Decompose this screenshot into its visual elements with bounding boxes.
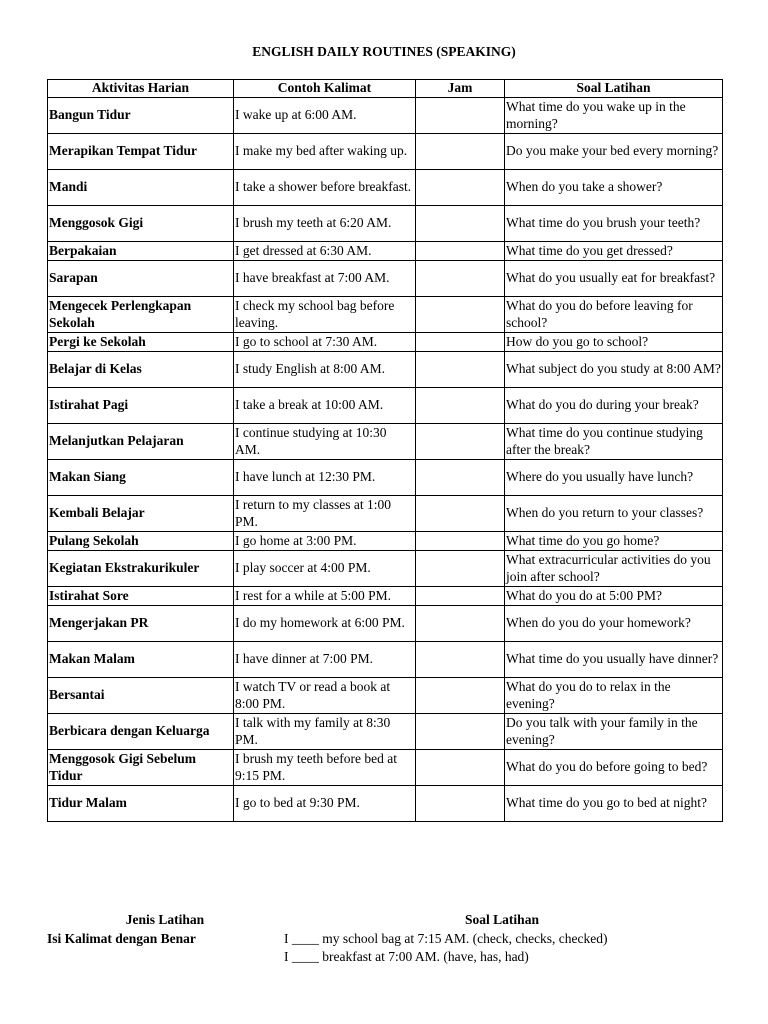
row-question: What time do you brush your teeth? (505, 206, 723, 242)
table-header-row (48, 80, 723, 98)
row-example: I take a shower before breakfast. (234, 170, 416, 206)
row-time (416, 170, 505, 206)
row-example: I have breakfast at 7:00 AM. (234, 261, 416, 297)
table-row (48, 352, 723, 388)
row-time (416, 206, 505, 242)
table-row (48, 333, 723, 352)
row-activity: Pergi ke Sekolah (48, 333, 234, 352)
row-time (416, 98, 505, 134)
table-row (48, 206, 723, 242)
table-row (48, 642, 723, 678)
table-body (48, 98, 723, 822)
table-row (48, 606, 723, 642)
row-time (416, 714, 505, 750)
row-example: I brush my teeth before bed at 9:15 PM. (234, 750, 416, 786)
row-time (416, 242, 505, 261)
header-question: Soal Latihan (505, 80, 723, 98)
row-question: How do you go to school? (505, 333, 723, 352)
row-time (416, 297, 505, 333)
row-activity: Belajar di Kelas (48, 352, 234, 388)
row-time (416, 352, 505, 388)
row-time (416, 587, 505, 606)
row-example: I rest for a while at 5:00 PM. (234, 587, 416, 606)
row-question: What extracurricular activities do you join after school? (505, 551, 723, 587)
row-example: I wake up at 6:00 AM. (234, 98, 416, 134)
row-time (416, 333, 505, 352)
row-question: What subject do you study at 8:00 AM? (505, 352, 723, 388)
row-example: I make my bed after waking up. (234, 134, 416, 170)
header-example: Contoh Kalimat (234, 80, 416, 98)
table-row (48, 532, 723, 551)
table-row (48, 388, 723, 424)
row-time (416, 750, 505, 786)
row-question: Where do you usually have lunch? (505, 460, 723, 496)
row-question: What do you do to relax in the evening? (505, 678, 723, 714)
row-example: I get dressed at 6:30 AM. (234, 242, 416, 261)
table-row (48, 297, 723, 333)
row-activity: Berpakaian (48, 242, 234, 261)
table-row (48, 786, 723, 822)
row-question: What time do you get dressed? (505, 242, 723, 261)
row-activity: Kembali Belajar (48, 496, 234, 532)
row-activity: Merapikan Tempat Tidur (48, 134, 234, 170)
exercise-type: Isi Kalimat dengan Benar (47, 931, 196, 946)
table-row (48, 170, 723, 206)
row-activity: Melanjutkan Pelajaran (48, 424, 234, 460)
row-question: What do you usually eat for breakfast? (505, 261, 723, 297)
row-time (416, 642, 505, 678)
row-question: What time do you go to bed at night? (505, 786, 723, 822)
row-example: I talk with my family at 8:30 PM. (234, 714, 416, 750)
row-time (416, 678, 505, 714)
row-activity: Tidur Malam (48, 786, 234, 822)
table-row (48, 750, 723, 786)
row-example: I go to school at 7:30 AM. (234, 333, 416, 352)
routine-table (47, 79, 723, 822)
table-row (48, 134, 723, 170)
row-activity: Istirahat Pagi (48, 388, 234, 424)
row-time (416, 786, 505, 822)
row-question: What time do you continue studying after the break? (505, 424, 723, 460)
table-row (48, 261, 723, 297)
row-time (416, 496, 505, 532)
row-example: I watch TV or read a book at 8:00 PM. (234, 678, 416, 714)
row-time (416, 424, 505, 460)
row-example: I have lunch at 12:30 PM. (234, 460, 416, 496)
row-activity: Makan Malam (48, 642, 234, 678)
row-question: What time do you wake up in the morning? (505, 98, 723, 134)
row-activity: Menggosok Gigi (48, 206, 234, 242)
row-example: I go to bed at 9:30 PM. (234, 786, 416, 822)
row-example: I do my homework at 6:00 PM. (234, 606, 416, 642)
row-activity: Menggosok Gigi Sebelum Tidur (48, 750, 234, 786)
row-example: I have dinner at 7:00 PM. (234, 642, 416, 678)
row-question: What do you do before going to bed? (505, 750, 723, 786)
row-example: I brush my teeth at 6:20 AM. (234, 206, 416, 242)
row-activity: Sarapan (48, 261, 234, 297)
row-time (416, 261, 505, 297)
row-question: What do you do during your break? (505, 388, 723, 424)
exercise-question-header: Soal Latihan (465, 912, 539, 927)
exercise-question-1: I ____ my school bag at 7:15 AM. (check, checks, checked) (284, 931, 608, 946)
row-example: I continue studying at 10:30 AM. (234, 424, 416, 460)
row-question: Do you talk with your family in the evening? (505, 714, 723, 750)
header-time: Jam (416, 80, 505, 98)
row-example: I take a break at 10:00 AM. (234, 388, 416, 424)
row-example: I go home at 3:00 PM. (234, 532, 416, 551)
row-activity: Kegiatan Ekstrakurikuler (48, 551, 234, 587)
page-title: ENGLISH DAILY ROUTINES (SPEAKING) (252, 44, 516, 59)
row-question: Do you make your bed every morning? (505, 134, 723, 170)
row-question: When do you take a shower? (505, 170, 723, 206)
row-activity: Bersantai (48, 678, 234, 714)
row-activity: Mengerjakan PR (48, 606, 234, 642)
table-row (48, 98, 723, 134)
row-question: What do you do at 5:00 PM? (505, 587, 723, 606)
row-example: I check my school bag before leaving. (234, 297, 416, 333)
row-example: I return to my classes at 1:00 PM. (234, 496, 416, 532)
header-activity: Aktivitas Harian (48, 80, 234, 98)
row-activity: Berbicara dengan Keluarga (48, 714, 234, 750)
table-row (48, 424, 723, 460)
row-question: What do you do before leaving for school? (505, 297, 723, 333)
row-activity: Mengecek Perlengkapan Sekolah (48, 297, 234, 333)
row-activity: Pulang Sekolah (48, 532, 234, 551)
row-time (416, 388, 505, 424)
table-row (48, 496, 723, 532)
table-row (48, 551, 723, 587)
row-activity: Makan Siang (48, 460, 234, 496)
table-row (48, 460, 723, 496)
row-question: When do you return to your classes? (505, 496, 723, 532)
row-time (416, 532, 505, 551)
row-question: What time do you go home? (505, 532, 723, 551)
row-activity: Istirahat Sore (48, 587, 234, 606)
row-question: When do you do your homework? (505, 606, 723, 642)
table-row (48, 587, 723, 606)
row-question: What time do you usually have dinner? (505, 642, 723, 678)
table-row (48, 678, 723, 714)
row-time (416, 460, 505, 496)
row-time (416, 551, 505, 587)
table-row (48, 714, 723, 750)
row-time (416, 606, 505, 642)
row-example: I study English at 8:00 AM. (234, 352, 416, 388)
row-activity: Bangun Tidur (48, 98, 234, 134)
exercise-question-2: I ____ breakfast at 7:00 AM. (have, has, had) (284, 949, 529, 964)
table-row (48, 242, 723, 261)
exercise-type-header: Jenis Latihan (125, 912, 205, 927)
row-activity: Mandi (48, 170, 234, 206)
row-example: I play soccer at 4:00 PM. (234, 551, 416, 587)
row-time (416, 134, 505, 170)
